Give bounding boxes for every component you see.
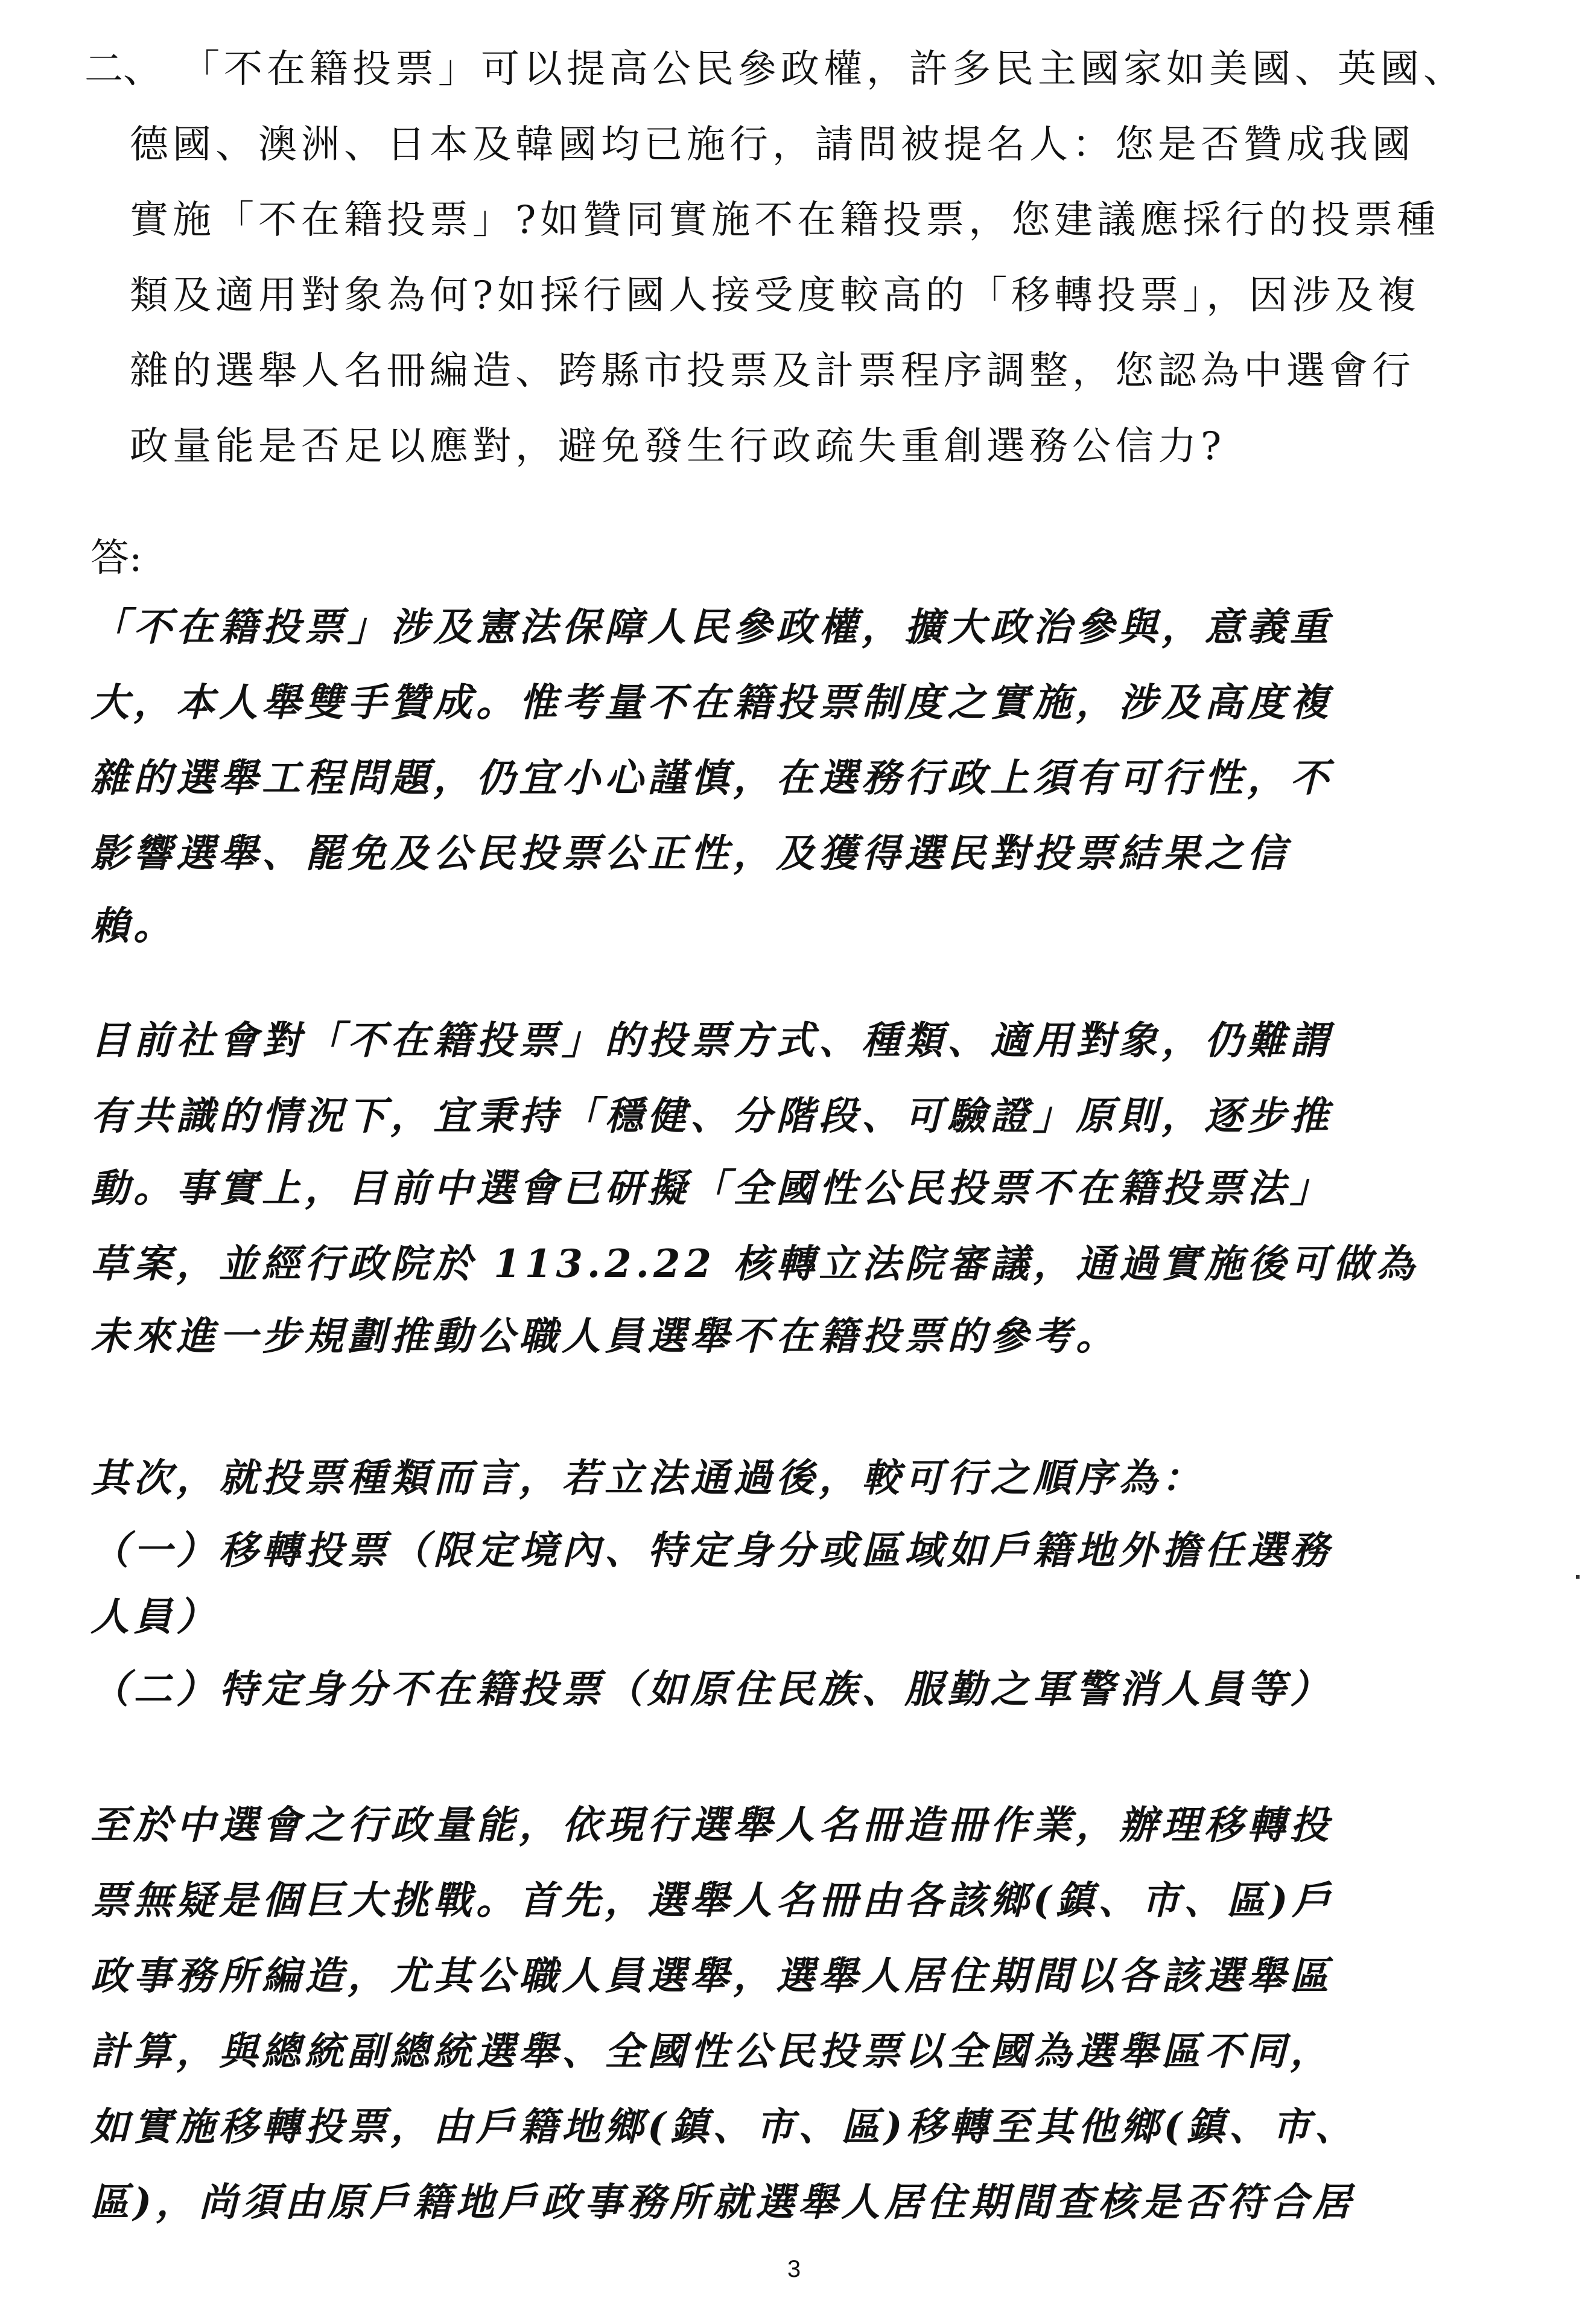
question-number: 二、 [84, 47, 162, 92]
answer-line: 人員） [91, 1594, 219, 1640]
answer-line: 「不在籍投票」涉及憲法保障人民參政權，擴大政治參與，意義重 [91, 605, 1333, 650]
answer-line: 影響選舉、罷免及公民投票公正性，及獲得選民對投票結果之信 [91, 831, 1290, 876]
question-line: 雜的選舉人名冊編造、跨縣市投票及計票程序調整，您認為中選會行 [130, 349, 1415, 393]
scan-speck [1576, 1575, 1580, 1579]
answer-line: 雜的選舉工程問題，仍宜小心謹慎，在選務行政上須有可行性，不 [91, 756, 1333, 801]
question-line: 「不在籍投票」可以提高公民參政權，許多民主國家如美國、英國、 [181, 47, 1466, 92]
answer-line: 其次，就投票種類而言，若立法通過後，較可行之順序為： [91, 1456, 1204, 1501]
answer-line: 區)，尚須由原戶籍地戶政事務所就選舉人居住期間查核是否符合居 [91, 2180, 1356, 2225]
answer-line: 政事務所編造，尤其公職人員選舉，選舉人居住期間以各該選舉區 [91, 1953, 1333, 1999]
answer-line: 目前社會對「不在籍投票」的投票方式、種類、適用對象，仍難謂 [91, 1018, 1333, 1063]
answer-line: 動。事實上，目前中選會已研擬「全國性公民投票不在籍投票法」 [91, 1166, 1333, 1211]
answer-line: 未來進一步規劃推動公職人員選舉不在籍投票的參考。 [91, 1314, 1119, 1359]
answer-line: （一）移轉投票（限定境內、特定身分或區域如戶籍地外擔任選務 [91, 1528, 1333, 1573]
answer-line: 計算，與總統副總統選舉、全國性公民投票以全國為選舉區不同， [91, 2029, 1333, 2074]
answer-line: 大，本人舉雙手贊成。惟考量不在籍投票制度之實施，涉及高度複 [91, 680, 1333, 725]
question-line: 類及適用對象為何?如採行國人接受度較高的「移轉投票」，因涉及複 [130, 273, 1421, 318]
answer-line: 票無疑是個巨大挑戰。首先，選舉人名冊由各該鄉(鎮、市、區)戶 [91, 1878, 1335, 1923]
answer-line: 有共識的情況下，宜秉持「穩健、分階段、可驗證」原則，逐步推 [91, 1094, 1333, 1139]
answer-line: 至於中選會之行政量能，依現行選舉人名冊造冊作業，辦理移轉投 [91, 1803, 1333, 1848]
answer-line: 如實施移轉投票，由戶籍地鄉(鎮、市、區)移轉至其他鄉(鎮、市、 [91, 2104, 1358, 2150]
answer-line: 賴。 [91, 903, 176, 949]
answer-label: 答: [91, 536, 142, 581]
answer-line: （二）特定身分不在籍投票（如原住民族、服勤之軍警消人員等） [91, 1667, 1333, 1712]
question-line: 政量能是否足以應對，避免發生行政疏失重創選務公信力? [130, 424, 1226, 469]
page-number: 3 [787, 2256, 801, 2282]
question-line: 實施「不在籍投票」?如贊同實施不在籍投票，您建議應採行的投票種 [130, 198, 1440, 243]
answer-line: 草案，並經行政院於 113.2.22 核轉立法院審議，通過實施後可做為 [91, 1241, 1419, 1287]
question-line: 德國、澳洲、日本及韓國均已施行，請問被提名人：您是否贊成我國 [130, 123, 1415, 167]
